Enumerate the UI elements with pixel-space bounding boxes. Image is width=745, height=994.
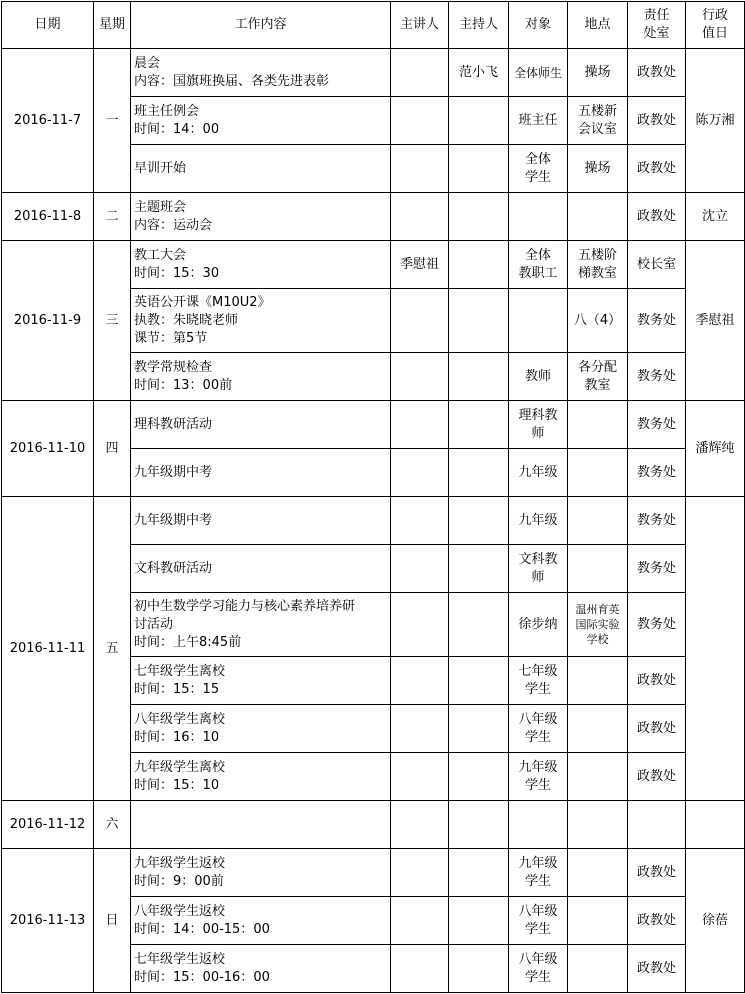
cell-line: 学生 (524, 921, 551, 937)
date-cell: 2016-11-7 (2, 49, 94, 193)
cell-line: 八（4） (573, 312, 622, 328)
cell-line: 时间：9：00前 (134, 873, 224, 889)
cell-line: 温州育英 (575, 603, 620, 616)
host-cell (449, 241, 509, 289)
department-cell: 政教处 (628, 97, 686, 145)
audience-cell (509, 497, 568, 545)
host-cell (449, 593, 509, 657)
cell-line: 执教：朱晓晓老师 (134, 312, 239, 328)
location-cell (568, 193, 628, 241)
cell-line: 时间：14：00 (134, 121, 220, 137)
cell-line: 八年级 (518, 903, 558, 919)
location-cell (568, 449, 628, 497)
content-cell (131, 241, 391, 289)
department-cell: 政教处 (628, 705, 686, 753)
duty-cell (686, 497, 745, 801)
department-cell: 政教处 (628, 49, 686, 97)
cell-line: 八年级学生返校 (134, 903, 226, 919)
cell-line: 时间：上午8:45前 (134, 634, 242, 650)
table-row (2, 849, 745, 897)
department-cell: 教务处 (628, 401, 686, 449)
cell-line: 九年级 (518, 512, 558, 528)
content-cell (131, 945, 391, 993)
date-cell: 2016-11-12 (2, 801, 94, 849)
location-cell (568, 401, 628, 449)
host-cell (449, 145, 509, 193)
cell-line: 课节：第5节 (134, 330, 208, 346)
cell-line: 理科教 (518, 407, 558, 423)
audience-cell (509, 705, 568, 753)
host-cell (449, 545, 509, 593)
header-host: 主持人 (449, 2, 509, 49)
content-cell (131, 145, 391, 193)
cell-line: 文科教研活动 (134, 560, 213, 576)
table-row (2, 497, 745, 545)
cell-line: 主题班会 (134, 199, 187, 215)
department-cell: 教务处 (628, 289, 686, 353)
audience-cell (509, 401, 568, 449)
table-row (2, 241, 745, 289)
header-department-line1: 责任 (643, 8, 670, 23)
speaker-cell (391, 145, 449, 193)
content-cell (131, 401, 391, 449)
audience-cell (509, 657, 568, 705)
content-cell (131, 753, 391, 801)
duty-cell: 陈万湘 (686, 49, 745, 193)
cell-line: 时间：15：15 (134, 681, 220, 697)
cell-line: 文科教 (518, 551, 558, 567)
location-cell (568, 97, 628, 145)
table-row (2, 801, 745, 849)
host-cell (449, 945, 509, 993)
weekday-cell: 三 (94, 241, 131, 401)
location-cell (568, 289, 628, 353)
header-department (628, 2, 686, 49)
department-cell: 政教处 (628, 657, 686, 705)
department-cell: 政教处 (628, 897, 686, 945)
host-cell (449, 753, 509, 801)
speaker-cell (391, 289, 449, 353)
cell-line: 徐步纳 (518, 616, 558, 632)
location-cell (568, 145, 628, 193)
content-cell (131, 897, 391, 945)
header-row (2, 2, 745, 49)
speaker-cell (391, 897, 449, 945)
cell-line: 九年级学生离校 (134, 759, 226, 775)
speaker-cell (391, 97, 449, 145)
cell-line: 晨会 (134, 55, 161, 71)
header-department-line2: 处室 (643, 26, 670, 41)
cell-line: 七年级 (518, 663, 558, 679)
cell-line: 时间：13：00前 (134, 377, 233, 393)
cell-line: 学生 (524, 169, 551, 185)
cell-line: 师 (531, 425, 545, 441)
speaker-cell (391, 49, 449, 97)
cell-line: 时间：14：00-15：00 (134, 921, 270, 937)
content-cell (131, 849, 391, 897)
speaker-cell (391, 449, 449, 497)
department-cell: 教务处 (628, 449, 686, 497)
speaker-cell (391, 497, 449, 545)
cell-line: 操场 (584, 64, 611, 80)
content-cell (131, 593, 391, 657)
speaker-cell (391, 801, 449, 849)
weekday-cell: 二 (94, 193, 131, 241)
location-cell (568, 49, 628, 97)
host-cell (449, 449, 509, 497)
speaker-cell (391, 545, 449, 593)
cell-line: 全体 (524, 247, 551, 263)
header-weekday: 星期 (94, 2, 131, 49)
host-cell: 范小飞 (449, 49, 509, 97)
cell-line: 八年级学生离校 (134, 711, 226, 727)
host-cell (449, 801, 509, 849)
cell-line: 学生 (524, 969, 551, 985)
cell-line: 班主任例会 (134, 103, 200, 119)
cell-line: 梯教室 (577, 265, 617, 281)
cell-line: 初中生数学学习能力与核心素养培养研 (134, 598, 356, 614)
header-duty-line1: 行政 (701, 8, 728, 23)
department-cell: 政教处 (628, 753, 686, 801)
cell-line: 时间：15：10 (134, 777, 220, 793)
audience-cell (509, 897, 568, 945)
date-cell: 2016-11-13 (2, 849, 94, 993)
cell-line: 教师 (524, 368, 551, 384)
cell-line: 学生 (524, 729, 551, 745)
department-cell (628, 801, 686, 849)
cell-line: 班主任 (518, 112, 558, 128)
content-cell (131, 289, 391, 353)
location-cell (568, 497, 628, 545)
host-cell (449, 289, 509, 353)
audience-cell (509, 49, 568, 97)
header-content: 工作内容 (131, 2, 391, 49)
cell-line: 内容：国旗班换届、各类先进表彰 (134, 73, 330, 89)
cell-line: 九年级 (518, 855, 558, 871)
cell-line: 国际实验 (575, 618, 620, 631)
audience-cell (509, 241, 568, 289)
speaker-cell (391, 657, 449, 705)
table-row (2, 49, 745, 97)
host-cell (449, 897, 509, 945)
content-cell (131, 49, 391, 97)
header-speaker: 主讲人 (391, 2, 449, 49)
host-cell (449, 497, 509, 545)
department-cell: 教务处 (628, 497, 686, 545)
location-cell (568, 657, 628, 705)
speaker-cell (391, 945, 449, 993)
cell-line: 师 (531, 569, 545, 585)
speaker-cell (391, 753, 449, 801)
content-cell (131, 193, 391, 241)
cell-line: 教室 (584, 377, 611, 393)
location-cell (568, 705, 628, 753)
content-cell (131, 657, 391, 705)
speaker-cell (391, 353, 449, 401)
cell-line: 学生 (524, 777, 551, 793)
content-cell (131, 97, 391, 145)
header-duty (686, 2, 745, 49)
audience-cell (509, 945, 568, 993)
date-cell: 2016-11-8 (2, 193, 94, 241)
weekday-cell: 日 (94, 849, 131, 993)
host-cell (449, 193, 509, 241)
cell-line: 八年级 (518, 951, 558, 967)
date-cell: 2016-11-11 (2, 497, 94, 801)
cell-line: 九年级学生返校 (134, 855, 226, 871)
department-cell: 政教处 (628, 849, 686, 897)
cell-line: 七年级学生离校 (134, 663, 226, 679)
content-cell (131, 497, 391, 545)
audience-cell (509, 97, 568, 145)
audience-cell (509, 753, 568, 801)
cell-line: 时间：15：30 (134, 265, 220, 281)
duty-cell: 徐蓓 (686, 849, 745, 993)
cell-line: 学生 (524, 873, 551, 889)
cell-line: 全体 (524, 151, 551, 167)
speaker-cell (391, 849, 449, 897)
cell-line: 早训开始 (134, 160, 187, 176)
audience-cell (509, 449, 568, 497)
audience-cell (509, 193, 568, 241)
cell-line: 操场 (584, 160, 611, 176)
date-cell: 2016-11-9 (2, 241, 94, 401)
cell-line: 九年级 (518, 759, 558, 775)
department-cell: 政教处 (628, 193, 686, 241)
location-cell (568, 545, 628, 593)
location-cell (568, 801, 628, 849)
cell-line: 会议室 (577, 121, 617, 137)
department-cell: 校长室 (628, 241, 686, 289)
cell-line: 九年级期中考 (134, 512, 213, 528)
content-cell (131, 545, 391, 593)
location-cell (568, 353, 628, 401)
cell-line: 教工大会 (134, 247, 187, 263)
header-duty-line2: 值日 (701, 26, 728, 41)
cell-line: 时间：15：00-16：00 (134, 969, 270, 985)
audience-cell (509, 545, 568, 593)
location-cell (568, 945, 628, 993)
host-cell (449, 97, 509, 145)
header-date: 日期 (2, 2, 94, 49)
host-cell (449, 401, 509, 449)
content-cell (131, 449, 391, 497)
cell-line: 教职工 (518, 265, 558, 281)
location-cell (568, 897, 628, 945)
department-cell: 教务处 (628, 353, 686, 401)
weekday-cell: 六 (94, 801, 131, 849)
location-cell (568, 849, 628, 897)
cell-line: 各分配 (577, 359, 617, 375)
cell-line: 五楼新 (577, 103, 617, 119)
table-header (2, 2, 745, 49)
cell-line: 学校 (586, 633, 609, 646)
cell-line: 学生 (524, 681, 551, 697)
weekly-schedule-table (1, 1, 745, 993)
department-cell: 政教处 (628, 145, 686, 193)
speaker-cell (391, 193, 449, 241)
weekday-cell: 四 (94, 401, 131, 497)
audience-cell (509, 849, 568, 897)
table-body (2, 49, 745, 993)
duty-cell (686, 801, 745, 849)
host-cell (449, 353, 509, 401)
content-cell (131, 705, 391, 753)
cell-line: 理科教研活动 (134, 416, 213, 432)
cell-line: 九年级期中考 (134, 464, 213, 480)
department-cell: 教务处 (628, 545, 686, 593)
audience-cell (509, 353, 568, 401)
cell-line: 讨活动 (134, 616, 174, 632)
cell-line: 全体师生 (513, 65, 562, 80)
speaker-cell: 季慰祖 (391, 241, 449, 289)
cell-line: 九年级 (518, 464, 558, 480)
location-cell (568, 593, 628, 657)
duty-cell: 季慰祖 (686, 241, 745, 401)
department-cell: 教务处 (628, 593, 686, 657)
weekday-cell: 五 (94, 497, 131, 801)
cell-line: 教学常规检查 (134, 359, 213, 375)
host-cell (449, 849, 509, 897)
host-cell (449, 705, 509, 753)
content-cell (131, 353, 391, 401)
location-cell (568, 241, 628, 289)
audience-cell (509, 593, 568, 657)
speaker-cell (391, 705, 449, 753)
header-audience: 对象 (509, 2, 568, 49)
audience-cell (509, 801, 568, 849)
weekday-cell: 一 (94, 49, 131, 193)
table-row (2, 401, 745, 449)
duty-cell: 沈立 (686, 193, 745, 241)
speaker-cell (391, 593, 449, 657)
speaker-cell (391, 401, 449, 449)
department-cell: 政教处 (628, 945, 686, 993)
cell-line: 英语公开课《M10U2》 (134, 294, 271, 310)
cell-line: 八年级 (518, 711, 558, 727)
cell-line: 内容：运动会 (134, 217, 213, 233)
header-location: 地点 (568, 2, 628, 49)
cell-line: 五楼阶 (577, 247, 617, 263)
audience-cell (509, 145, 568, 193)
host-cell (449, 657, 509, 705)
duty-cell: 潘辉纯 (686, 401, 745, 497)
audience-cell (509, 289, 568, 353)
table-row (2, 193, 745, 241)
cell-line: 时间：16：10 (134, 729, 220, 745)
location-cell (568, 753, 628, 801)
date-cell: 2016-11-10 (2, 401, 94, 497)
content-cell (131, 801, 391, 849)
cell-line: 七年级学生返校 (134, 951, 226, 967)
